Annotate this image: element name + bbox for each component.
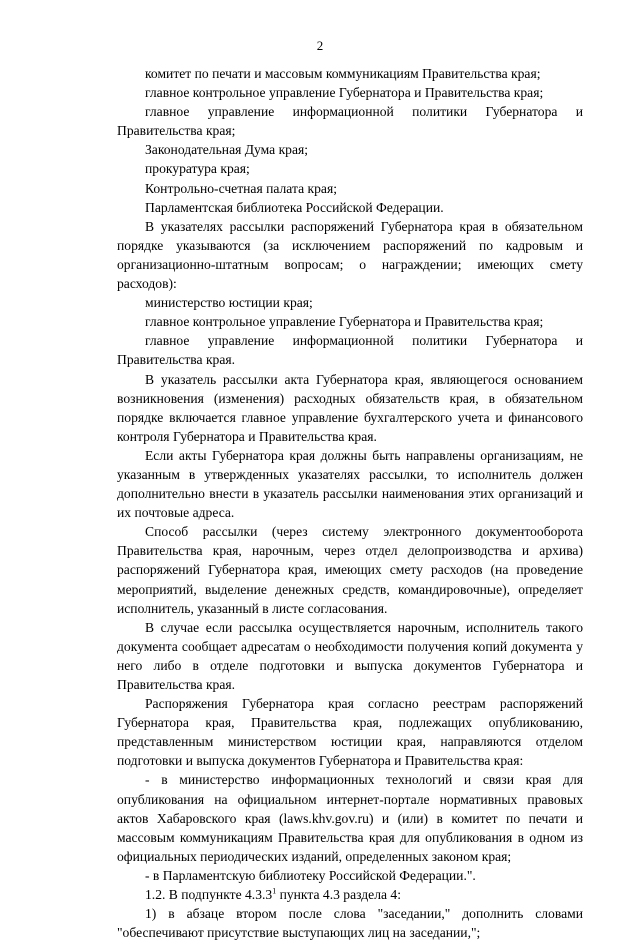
clause-superscript: 1 [272,886,277,896]
clause-prefix: 1.2. В подпункте 4.3.3 [145,887,273,903]
paragraph: комитет по печати и массовым коммуникациям Правительства края; [145,66,541,81]
paragraph: В случае если рассылка осуществляется нарочным, исполнитель такого документа сообщает адресатам о необходимости получения копий документа у него либо в отделе подготовки и выпуска документов Губернатора и Правительства края. [117,619,583,692]
paragraph: 1) в абзаце втором после слова "заседании," дополнить словами "обеспечивают присутствие выступающих лиц на заседании,"; [117,906,583,941]
paragraph: Парламентская библиотека Российской Федерации. [145,199,444,215]
paragraph: главное управление информационной политики Губернатора и Правительства края; [117,104,583,139]
paragraph: В указателях рассылки распоряжений Губернатора края в обязательном порядке указываются (за исключением распоряжений по кадровым и организационно-штатным вопросам; о награждении; имеющих смету расходов): [117,218,583,292]
paragraph: главное контрольное управление Губернатора и Правительства края; [145,85,544,101]
clause-suffix: пункта 4.3 раздела 4: [276,887,401,903]
paragraph: Способ рассылки (через систему электронного документооборота Правительства края, нарочным, через отдел делопроизводства и архива) распоряжений Губернатора края, имеющих смету расходов (на проведение мероприятий, выделение денежных средств, командировочные), определяет исполнитель, указанный в листе согласования. [117,524,583,616]
paragraph: министерство юстиции края; [145,295,313,311]
page-number: 2 [316,38,324,53]
paragraph: Законодательная Дума края; [145,142,309,158]
paragraph: - в Парламентскую библиотеку Российской Федерации.". [145,867,476,883]
clause-heading [117,885,583,904]
paragraph: Распоряжения Губернатора края согласно реестрам распоряжений Губернатора края, Правительства края, подлежащих опубликованию, представленным министерством юстиции края, направляются отделом подготовки и выпуска документов Губернатора и Правительства края: [117,696,583,769]
paragraph: главное управление информационной политики Губернатора и Правительства края. [117,333,583,368]
document-body [117,64,583,942]
paragraph: Контрольно-счетная палата края; [145,180,337,196]
paragraph: главное контрольное управление Губернатора и Правительства края; [145,314,544,330]
paragraph: В указатель рассылки акта Губернатора края, являющегося основанием возникновения (изменения) расходных обязательств края, в обязательном порядке включается главное управление бухгалтерского учета и финансового контроля Губернатора и Правительства края. [117,371,583,444]
paragraph: прокуратура края; [145,161,250,177]
paragraph: Если акты Губернатора края должны быть направлены организациям, не указанным в утвержденных указателях рассылки, то исполнитель должен дополнительно внести в указатель рассылки наименования этих организаций и их почтовые адреса. [117,447,583,521]
paragraph: - в министерство информационных технологий и связи края для опубликования на официальном интернет-портале нормативных правовых актов Хабаровского края (laws.khv.gov.ru) и (или) в комитет по печати и массовым коммуникациям Правительства края для опубликования в одном из официальных периодических изданий, определенных законом края; [117,772,583,864]
